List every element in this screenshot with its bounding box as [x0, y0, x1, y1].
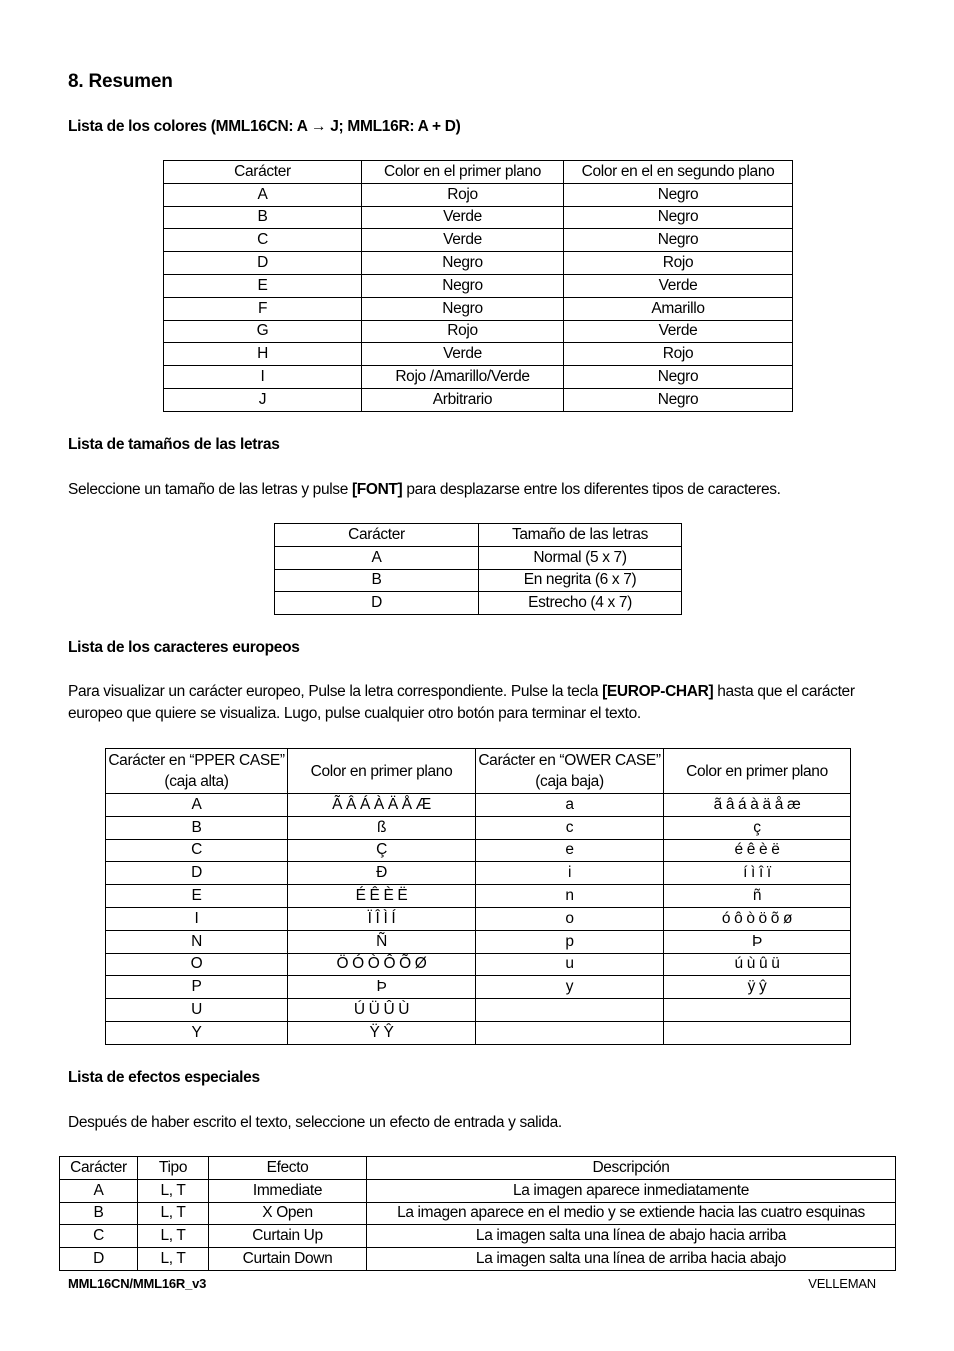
table-cell: Ö Ó Ò Ô Õ Ø [288, 953, 476, 976]
table-row [164, 343, 793, 366]
table-cell: i [476, 862, 664, 885]
table-cell: En negrita (6 x 7) [479, 569, 682, 592]
table-cell: Ï Î Ì Í [288, 907, 476, 930]
table-cell: ç [664, 816, 851, 839]
effects-heading: Lista de efectos especiales [68, 1069, 260, 1086]
table-cell: c [476, 816, 664, 839]
table-cell: ÿ ŷ [664, 976, 851, 999]
table-row [275, 592, 682, 615]
table-row [106, 862, 851, 885]
table-cell: A [60, 1179, 138, 1202]
table-cell: Ñ [288, 930, 476, 953]
table-cell: C [106, 839, 288, 862]
table-header-cell: Carácter [275, 524, 479, 547]
table-header-cell: Carácter [60, 1157, 138, 1180]
table-row [164, 206, 793, 229]
table-row [106, 794, 851, 817]
table-cell: G [164, 320, 362, 343]
table-cell: Verde [564, 274, 793, 297]
table-cell [664, 1021, 851, 1044]
table-cell: D [275, 592, 479, 615]
table-cell: D [60, 1248, 138, 1271]
table-row [164, 366, 793, 389]
table-cell: ú ù û ü [664, 953, 851, 976]
table-row [106, 839, 851, 862]
table-cell: u [476, 953, 664, 976]
table-cell: La imagen aparece inmediatamente [367, 1179, 896, 1202]
colors-table [163, 160, 793, 412]
table-cell: E [164, 274, 362, 297]
table-cell: I [106, 907, 288, 930]
europ-char-key: [EUROP-CHAR] [602, 683, 714, 700]
table-cell: Negro [362, 274, 564, 297]
font-key: [FONT] [351, 481, 403, 498]
table-cell: ñ [664, 885, 851, 908]
table-cell: L, T [138, 1248, 209, 1271]
table-cell: O [106, 953, 288, 976]
european-heading: Lista de los caracteres europeos [68, 639, 300, 656]
table-cell: C [60, 1225, 138, 1248]
sizes-intro-text: Seleccione un tamaño de las letras y pulse [68, 481, 352, 498]
sizes-intro [68, 479, 888, 501]
table-cell: La imagen aparece en el medio y se extiende hacia las cuatro esquinas [367, 1202, 896, 1225]
table-header-row [106, 749, 851, 794]
table-cell: L, T [138, 1202, 209, 1225]
table-cell: La imagen salta una línea de arriba hacia abajo [367, 1248, 896, 1271]
table-cell: Ÿ Ŷ [288, 1021, 476, 1044]
table-cell: n [476, 885, 664, 908]
european-intro [68, 681, 858, 725]
table-cell: A [164, 183, 362, 206]
table-cell: Ã Â Á À Ä Å Æ [288, 794, 476, 817]
table-cell: A [275, 546, 479, 569]
table-row [60, 1225, 896, 1248]
table-row [106, 1021, 851, 1044]
table-row [164, 183, 793, 206]
effects-intro: Después de haber escrito el texto, seleccione un efecto de entrada y salida. [68, 1114, 562, 1131]
footer-model: MML16CN/MML16R_v3 [68, 1276, 207, 1291]
table-cell: Negro [564, 206, 793, 229]
table-cell: Ð [288, 862, 476, 885]
table-cell: Amarillo [564, 297, 793, 320]
table-header-cell: Color en primer plano [288, 749, 476, 794]
table-cell: B [106, 816, 288, 839]
table-cell: X Open [209, 1202, 367, 1225]
table-cell: Rojo [362, 183, 564, 206]
table-cell: B [60, 1202, 138, 1225]
table-cell [664, 999, 851, 1022]
table-row [60, 1248, 896, 1271]
table-row [275, 569, 682, 592]
table-cell: y [476, 976, 664, 999]
table-cell: ß [288, 816, 476, 839]
sizes-table [274, 523, 682, 615]
table-row [106, 930, 851, 953]
table-cell: B [275, 569, 479, 592]
table-row [164, 297, 793, 320]
table-cell: É Ê È Ë [288, 885, 476, 908]
table-cell [476, 1021, 664, 1044]
table-cell: Rojo /Amarillo/Verde [362, 366, 564, 389]
table-cell: é ê è ë [664, 839, 851, 862]
table-cell: a [476, 794, 664, 817]
table-row [106, 999, 851, 1022]
table-cell: Curtain Down [209, 1248, 367, 1271]
table-row [106, 976, 851, 999]
table-header-row [164, 161, 793, 184]
table-cell: Rojo [564, 343, 793, 366]
table-row [164, 274, 793, 297]
table-header-cell: Color en el primer plano [362, 161, 564, 184]
table-cell: Negro [564, 388, 793, 411]
table-row [106, 885, 851, 908]
table-cell: Negro [362, 252, 564, 275]
table-cell: Þ [288, 976, 476, 999]
table-cell: Rojo [564, 252, 793, 275]
effects-table [59, 1156, 896, 1271]
table-cell: Curtain Up [209, 1225, 367, 1248]
european-intro-text-end: hasta que el carácter europeo que quiere se visualiza. Lugo, pulse cualquier otro botón para terminar el texto. [68, 683, 855, 722]
table-cell: N [106, 930, 288, 953]
table-header-cell: Carácter en “PPER CASE” (caja alta) [106, 749, 288, 794]
table-cell: ã â á à ä å æ [664, 794, 851, 817]
table-header-cell: Carácter en “OWER CASE” (caja baja) [476, 749, 664, 794]
table-cell: Verde [362, 206, 564, 229]
table-cell: Negro [564, 366, 793, 389]
table-row [106, 907, 851, 930]
table-cell: o [476, 907, 664, 930]
table-row [164, 388, 793, 411]
table-cell: Verde [362, 343, 564, 366]
table-cell: C [164, 229, 362, 252]
table-cell: U [106, 999, 288, 1022]
table-cell: ó ô ò ö õ ø [664, 907, 851, 930]
table-cell: Ú Ü Û Ù [288, 999, 476, 1022]
table-header-cell: Color en el en segundo plano [564, 161, 793, 184]
table-header-cell: Tamaño de las letras [479, 524, 682, 547]
table-cell: J [164, 388, 362, 411]
table-cell: Negro [362, 297, 564, 320]
table-header-cell: Efecto [209, 1157, 367, 1180]
colors-heading: Lista de los colores (MML16CN: A → J; MML16R: A + D) [68, 118, 461, 135]
table-cell: Þ [664, 930, 851, 953]
section-title: 8. Resumen [68, 71, 173, 92]
table-cell: E [106, 885, 288, 908]
table-cell [476, 999, 664, 1022]
table-cell: D [164, 252, 362, 275]
european-intro-text: Para visualizar un carácter europeo, Pulse la letra correspondiente. Pulse la tecla [68, 683, 603, 700]
table-cell: Normal (5 x 7) [479, 546, 682, 569]
table-cell: Immediate [209, 1179, 367, 1202]
footer-brand: VELLEMAN [808, 1276, 876, 1291]
table-cell: Verde [564, 320, 793, 343]
table-cell: P [106, 976, 288, 999]
table-cell: L, T [138, 1179, 209, 1202]
table-row [106, 816, 851, 839]
table-cell: L, T [138, 1225, 209, 1248]
sizes-heading: Lista de tamaños de las letras [68, 436, 280, 453]
table-header-row [60, 1157, 896, 1180]
table-cell: I [164, 366, 362, 389]
table-cell: Arbitrario [362, 388, 564, 411]
table-cell: B [164, 206, 362, 229]
table-cell: Y [106, 1021, 288, 1044]
table-cell: Ç [288, 839, 476, 862]
table-cell: F [164, 297, 362, 320]
table-cell: La imagen salta una línea de abajo hacia arriba [367, 1225, 896, 1248]
table-header-cell: Tipo [138, 1157, 209, 1180]
table-cell: Verde [362, 229, 564, 252]
table-cell: D [106, 862, 288, 885]
table-row [106, 953, 851, 976]
table-row [164, 229, 793, 252]
table-row [164, 320, 793, 343]
table-header-cell: Carácter [164, 161, 362, 184]
table-cell: e [476, 839, 664, 862]
table-cell: Rojo [362, 320, 564, 343]
table-cell: A [106, 794, 288, 817]
table-header-cell: Color en primer plano [664, 749, 851, 794]
table-cell: Negro [564, 183, 793, 206]
table-cell: H [164, 343, 362, 366]
table-row [60, 1202, 896, 1225]
table-row [60, 1179, 896, 1202]
table-row [275, 546, 682, 569]
table-row [164, 252, 793, 275]
table-header-cell: Descripción [367, 1157, 896, 1180]
table-cell: í ì î ï [664, 862, 851, 885]
table-cell: Negro [564, 229, 793, 252]
table-cell: Estrecho (4 x 7) [479, 592, 682, 615]
european-table [105, 748, 851, 1045]
table-header-row [275, 524, 682, 547]
table-cell: p [476, 930, 664, 953]
sizes-intro-text-end: para desplazarse entre los diferentes tipos de caracteres. [402, 481, 781, 498]
